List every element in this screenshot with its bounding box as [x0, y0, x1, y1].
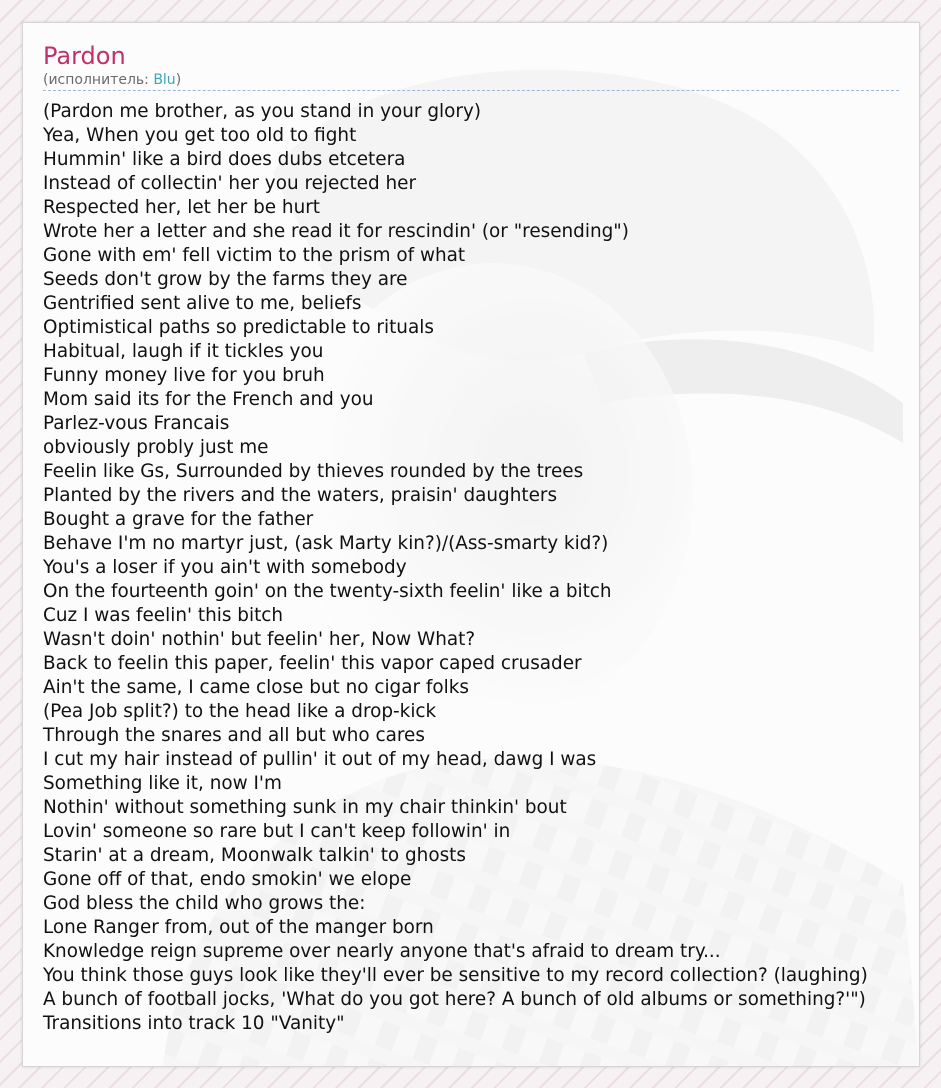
lyric-line: Seeds don't grow by the farms they are	[43, 269, 408, 290]
lyrics-content	[43, 41, 913, 1036]
lyric-line: Bought a grave for the father	[43, 509, 314, 530]
lyric-line: Nothin' without something sunk in my chair thinkin' bout	[43, 797, 567, 818]
lyric-line: Wrote her a letter and she read it for rescindin' (or "resending")	[43, 221, 629, 242]
lyric-line: On the fourteenth goin' on the twenty-sixth feelin' like a bitch	[43, 581, 612, 602]
lyric-line: I cut my hair instead of pullin' it out of my head, dawg I was	[43, 749, 597, 770]
artist-prefix: (исполнитель:	[43, 72, 154, 88]
lyrics-text	[43, 100, 913, 1036]
artist-suffix: )	[175, 72, 182, 88]
lyric-line: Gone off of that, endo smokin' we elope	[43, 869, 412, 890]
lyric-line: Behave I'm no martyr just, (ask Marty kin?)/(Ass-smarty kid?)	[43, 533, 609, 554]
lyric-line: Knowledge reign supreme over nearly anyone that's afraid to dream try...	[43, 941, 721, 962]
lyric-line: Yea, When you get too old to fight	[43, 125, 357, 146]
lyric-line: Lone Ranger from, out of the manger born	[43, 917, 434, 938]
lyric-line: Instead of collectin' her you rejected her	[43, 173, 417, 194]
lyric-line: Starin' at a dream, Moonwalk talkin' to ghosts	[43, 845, 466, 866]
lyric-line: Funny money live for you bruh	[43, 365, 325, 386]
lyric-line: Lovin' someone so rare but I can't keep followin' in	[43, 821, 511, 842]
lyric-line: Respected her, let her be hurt	[43, 197, 320, 218]
lyrics-card	[22, 22, 920, 1067]
lyric-line: Gentrified sent alive to me, beliefs	[43, 293, 362, 314]
lyric-line: Hummin' like a bird does dubs etcetera	[43, 149, 406, 170]
artist-line	[43, 71, 913, 89]
lyric-line: Optimistical paths so predictable to rituals	[43, 317, 434, 338]
lyric-line: Back to feelin this paper, feelin' this vapor caped crusader	[43, 653, 582, 674]
lyric-line: Wasn't doin' nothin' but feelin' her, Now What?	[43, 629, 476, 650]
lyric-line: obviously probly just me	[43, 437, 269, 458]
lyric-line: A bunch of football jocks, 'What do you got here? A bunch of old albums or something?'")	[43, 989, 866, 1010]
lyric-line: You's a loser if you ain't with somebody	[43, 557, 407, 578]
lyric-line: Planted by the rivers and the waters, praisin' daughters	[43, 485, 558, 506]
lyric-line: Mom said its for the French and you	[43, 389, 374, 410]
lyric-line: (Pea Job split?) to the head like a drop-kick	[43, 701, 437, 722]
lyric-line: Feelin like Gs, Surrounded by thieves rounded by the trees	[43, 461, 584, 482]
lyric-line: You think those guys look like they'll ever be sensitive to my record collection? (laughing)	[43, 965, 868, 986]
lyric-line: Through the snares and all but who cares	[43, 725, 425, 746]
song-title: Pardon	[43, 42, 126, 70]
lyric-line: (Pardon me brother, as you stand in your glory)	[43, 101, 481, 122]
lyric-line: Something like it, now I'm	[43, 773, 282, 794]
lyric-line: God bless the child who grows the:	[43, 893, 366, 914]
lyric-line: Gone with em' fell victim to the prism of what	[43, 245, 466, 266]
lyric-line: Ain't the same, I came close but no cigar folks	[43, 677, 469, 698]
lyric-line: Habitual, laugh if it tickles you	[43, 341, 324, 362]
lyric-line: Parlez-vous Francais	[43, 413, 230, 434]
artist-link[interactable]: Blu	[153, 72, 176, 88]
title-divider	[43, 90, 899, 91]
lyric-line: Transitions into track 10 "Vanity"	[43, 1013, 345, 1034]
lyric-line: Cuz I was feelin' this bitch	[43, 605, 284, 626]
